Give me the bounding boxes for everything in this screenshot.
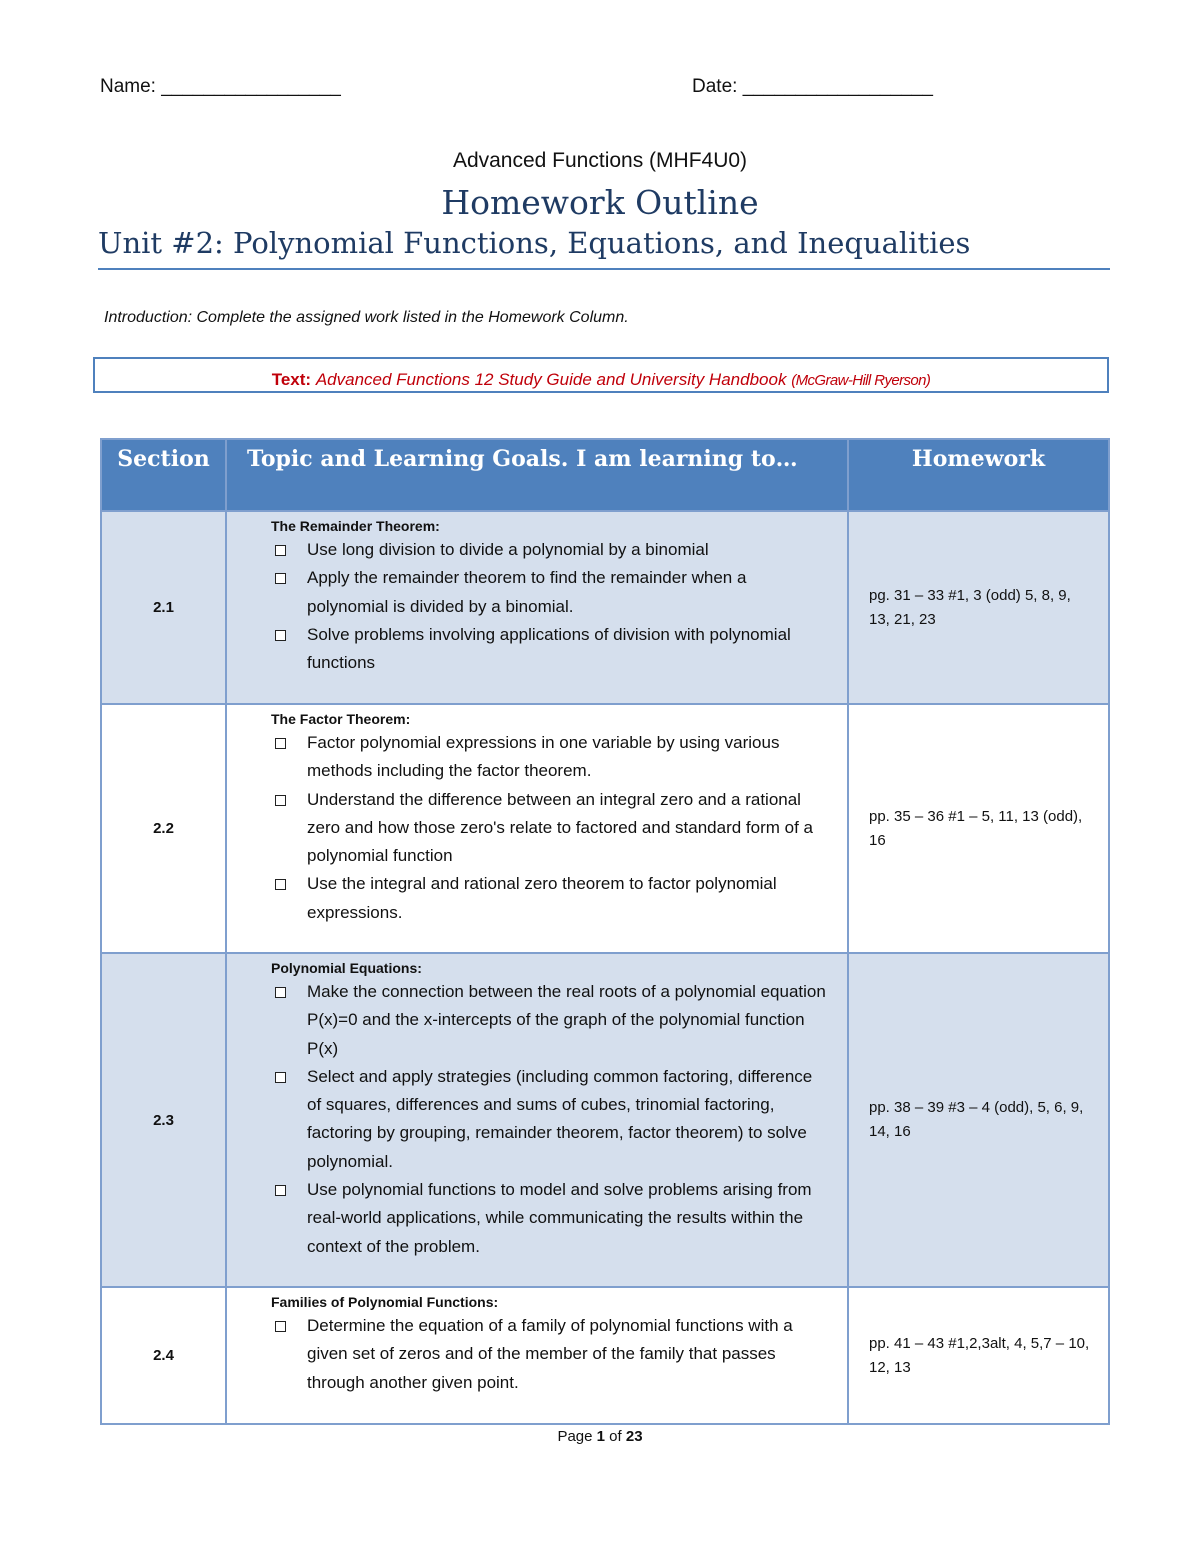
- header-homework: Homework: [848, 439, 1109, 511]
- topic-title: Families of Polynomial Functions:: [271, 1294, 499, 1310]
- topic-title: Polynomial Equations:: [271, 960, 422, 976]
- goal-list: [307, 978, 827, 1261]
- goal-item: Make the connection between the real roots of a polynomial equation P(x)=0 and the x-intercepts of the graph of the polynomial function P(x): [271, 978, 827, 1063]
- learning-goals: [226, 1287, 848, 1424]
- goal-list: [307, 536, 827, 677]
- topic-title: The Remainder Theorem:: [271, 518, 440, 534]
- header-topic: Topic and Learning Goals. I am learning to…: [226, 439, 848, 511]
- checkbox-icon: [275, 738, 286, 749]
- checkbox-icon: [275, 545, 286, 556]
- checkbox-icon: [275, 1185, 286, 1196]
- checkbox-icon: [275, 630, 286, 641]
- homework-table: [100, 438, 1110, 1425]
- page-number: 1: [596, 1428, 605, 1445]
- course-title: Advanced Functions (MHF4U0): [452, 149, 748, 172]
- checkbox-icon: [275, 1072, 286, 1083]
- name-field: Name: _________________: [100, 76, 341, 97]
- section-number: 2.2: [101, 704, 226, 953]
- page-footer: [0, 1428, 1200, 1445]
- textbook-title: Advanced Functions 12 Study Guide and University Handbook: [315, 370, 787, 389]
- homework-assignment: pp. 41 – 43 #1,2,3alt, 4, 5,7 – 10, 12, 13: [848, 1287, 1109, 1424]
- topic-title: The Factor Theorem:: [271, 711, 411, 727]
- table-row: [101, 511, 1109, 704]
- document-title: Homework Outline: [441, 183, 759, 222]
- learning-goals: [226, 511, 848, 704]
- table-header-row: [101, 439, 1109, 511]
- header-section: Section: [101, 439, 226, 511]
- section-number: 2.1: [101, 511, 226, 704]
- homework-assignment: pp. 38 – 39 #3 – 4 (odd), 5, 6, 9, 14, 16: [848, 953, 1109, 1287]
- checkbox-icon: [275, 879, 286, 890]
- goal-item: Use the integral and rational zero theorem to factor polynomial expressions.: [271, 870, 827, 927]
- table-row: [101, 1287, 1109, 1424]
- goal-item: Select and apply strategies (including common factoring, difference of squares, differences and sums of cubes, trinomial factoring, factoring by grouping, remainder theorem, factor theorem) to solve polynomial.: [271, 1063, 827, 1176]
- textbook-box: [93, 357, 1109, 393]
- table-row: [101, 953, 1109, 1287]
- checkbox-icon: [275, 573, 286, 584]
- checkbox-icon: [275, 987, 286, 998]
- goal-item: Use long division to divide a polynomial by a binomial: [271, 536, 827, 564]
- goal-list: [307, 1312, 827, 1397]
- homework-assignment: pg. 31 – 33 #1, 3 (odd) 5, 8, 9, 13, 21, 23: [848, 511, 1109, 704]
- homework-assignment: pp. 35 – 36 #1 – 5, 11, 13 (odd), 16: [848, 704, 1109, 953]
- learning-goals: [226, 953, 848, 1287]
- goal-list: [307, 729, 827, 927]
- section-number: 2.3: [101, 953, 226, 1287]
- checkbox-icon: [275, 795, 286, 806]
- page-total: 23: [625, 1428, 643, 1445]
- page-word: Page: [557, 1428, 593, 1445]
- name-date-line: [100, 76, 1100, 102]
- goal-item: Determine the equation of a family of polynomial functions with a given set of zeros and of the member of the family that passes through another given point.: [271, 1312, 827, 1397]
- goal-item: Factor polynomial expressions in one variable by using various methods including the factor theorem.: [271, 729, 827, 786]
- textbook-publisher: (McGraw-Hill Ryerson): [791, 372, 931, 389]
- section-number: 2.4: [101, 1287, 226, 1424]
- of-word: of: [609, 1428, 622, 1445]
- goal-item: Solve problems involving applications of division with polynomial functions: [271, 621, 827, 678]
- date-field: Date: __________________: [692, 76, 933, 97]
- goal-item: Understand the difference between an integral zero and a rational zero and how those zero's relate to factored and standard form of a polynomial function: [271, 786, 827, 871]
- checkbox-icon: [275, 1321, 286, 1332]
- learning-goals: [226, 704, 848, 953]
- goal-item: Use polynomial functions to model and solve problems arising from real-world applications, while communicating the results within the context of the problem.: [271, 1176, 827, 1261]
- textbook-label: Text:: [271, 370, 312, 389]
- unit-heading: Unit #2: Polynomial Functions, Equations, and Inequalities: [98, 226, 1110, 270]
- table-row: [101, 704, 1109, 953]
- introduction-text: Introduction: Complete the assigned work listed in the Homework Column.: [104, 309, 629, 326]
- goal-item: Apply the remainder theorem to find the remainder when a polynomial is divided by a binomial.: [271, 564, 827, 621]
